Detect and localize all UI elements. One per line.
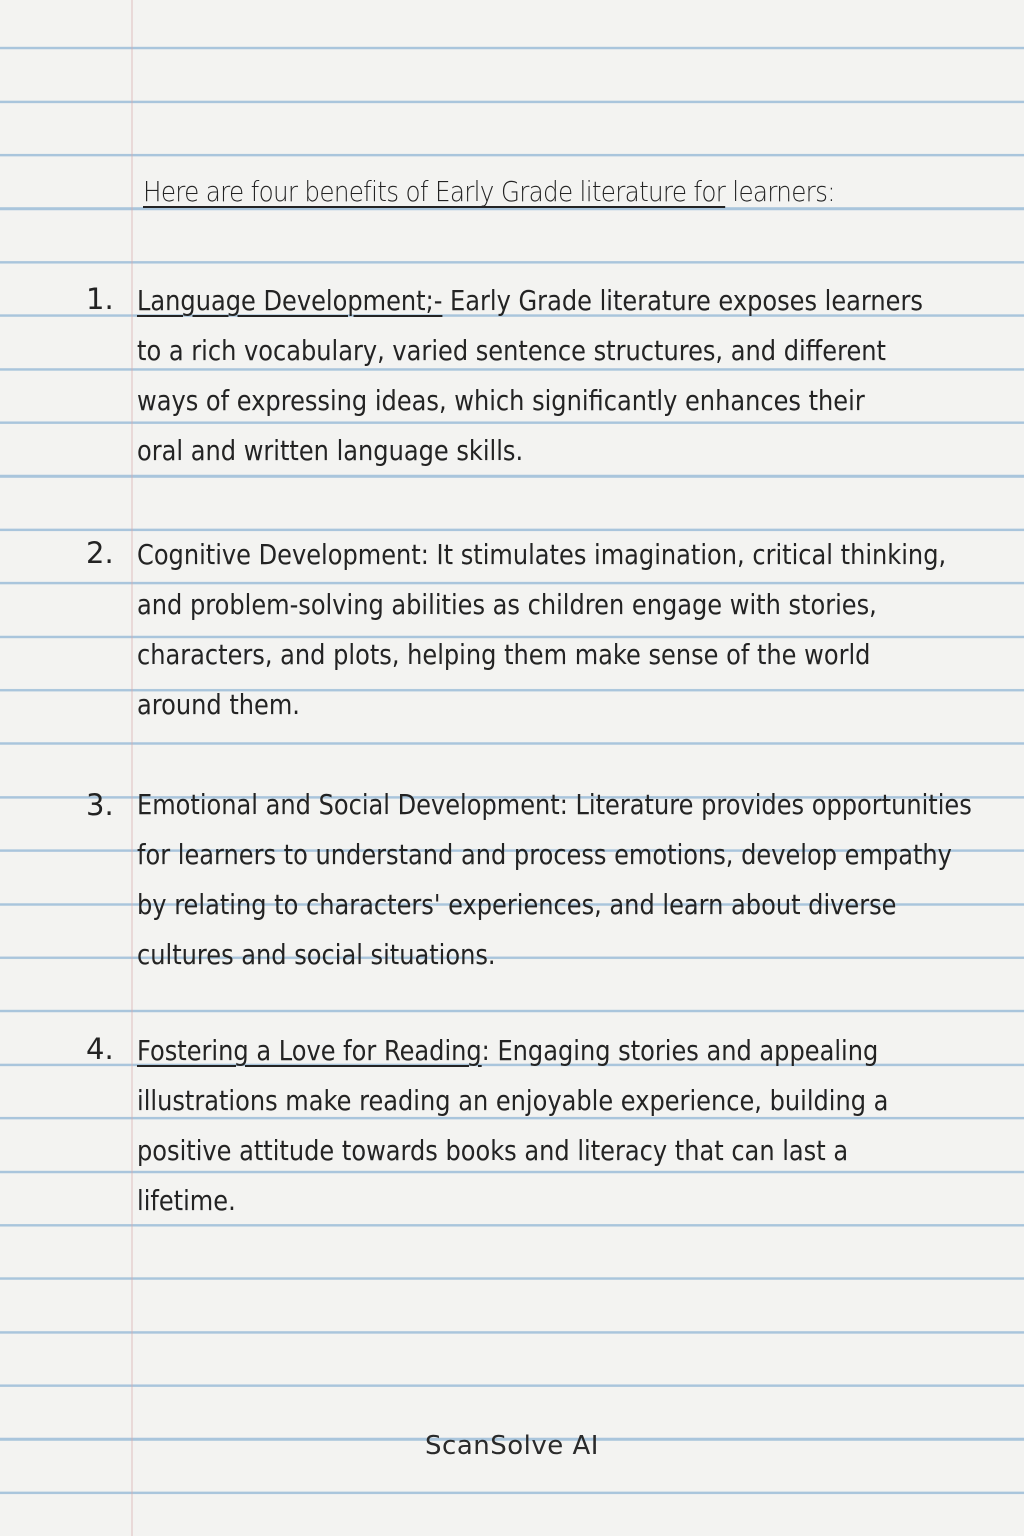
item-4-title: Fostering a Love for Reading <box>137 1034 482 1067</box>
item-1-body <box>137 276 963 476</box>
footer-brand: ScanSolve AI <box>425 1431 599 1461</box>
item-4-number: 4. <box>86 1032 114 1066</box>
item-4-line-4: lifetime. <box>137 1184 236 1217</box>
item-4-line-3: positive attitude towards books and literacy that can last a <box>137 1134 849 1167</box>
item-2-number: 2. <box>86 536 114 570</box>
item-3-line-2: for learners to understand and process emotions, develop empathy <box>137 838 952 871</box>
item-2-body <box>137 530 963 730</box>
heading-underlined-text: Here are four benefits of Early Grade literature for <box>143 175 726 208</box>
item-3-number: 3. <box>86 788 114 822</box>
item-2-title: Cognitive Development: <box>137 538 429 571</box>
item-2-line-2: and problem-solving abilities as children engage with stories, <box>137 588 877 621</box>
item-1-line-3: ways of expressing ideas, which significantly enhances their <box>137 384 865 417</box>
item-1-title: Language Development;- <box>137 284 443 317</box>
item-2-line-1-text: It stimulates imagination, critical thinking, <box>428 538 947 571</box>
item-3-body <box>137 780 972 980</box>
item-4-line-2: illustrations make reading an enjoyable experience, building a <box>137 1084 889 1117</box>
item-3-line-1 <box>137 780 972 830</box>
item-4-line-1-text: : Engaging stories and appealing <box>481 1034 879 1067</box>
item-3-line-1-text: Literature provides opportunities <box>567 788 972 821</box>
item-1-line-1 <box>137 276 963 326</box>
item-3-line-4: cultures and social situations. <box>137 938 496 971</box>
margin-line <box>131 0 133 1536</box>
item-1-line-2: to a rich vocabulary, varied sentence structures, and different <box>137 334 886 367</box>
item-1-line-1-text: Early Grade literature exposes learners <box>442 284 923 317</box>
item-3-title: Emotional and Social Development: <box>137 788 568 821</box>
item-4-body <box>137 1026 963 1226</box>
item-2-line-3: characters, and plots, helping them make sense of the world <box>137 638 871 671</box>
item-1-number: 1. <box>86 282 114 316</box>
item-2-line-1 <box>137 530 963 580</box>
item-4-line-1 <box>137 1026 963 1076</box>
page-heading <box>143 166 835 218</box>
item-1-line-4: oral and written language skills. <box>137 434 524 467</box>
item-2-line-4: around them. <box>137 688 300 721</box>
item-3-line-3: by relating to characters' experiences, and learn about diverse <box>137 888 897 921</box>
heading-rest-text: learners: <box>725 175 835 208</box>
